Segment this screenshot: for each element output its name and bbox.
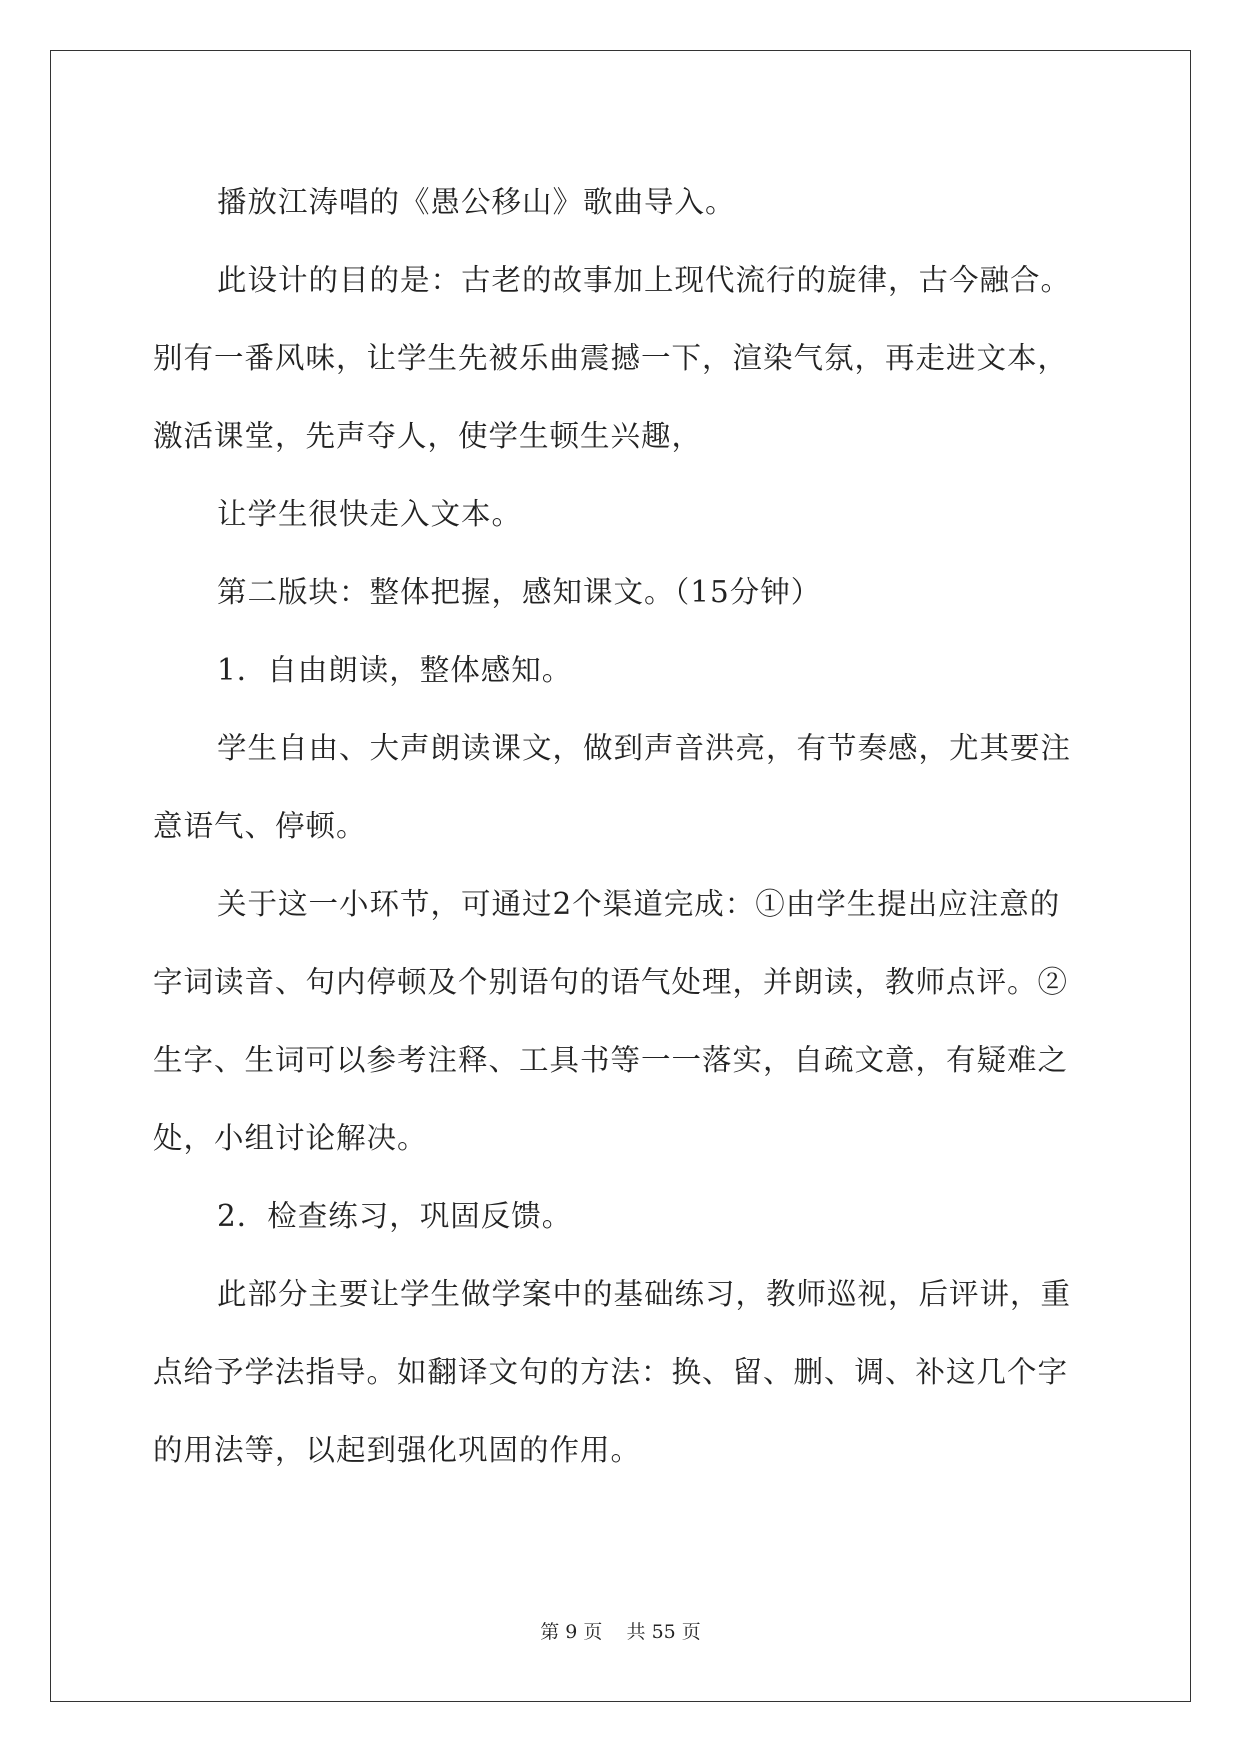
paragraph-line: 别有一番风味，让学生先被乐曲震撼一下，渲染气氛，再走进文本， bbox=[153, 341, 1069, 375]
paragraph-line: 生字、生词可以参考注释、工具书等一一落实，自疏文意，有疑难之 bbox=[153, 1043, 1069, 1077]
section-heading: 第二版块：整体把握，感知课文。（15分钟） bbox=[217, 575, 822, 609]
paragraph-line: 关于这一小环节，可通过2个渠道完成：①由学生提出应注意的 bbox=[217, 887, 1061, 921]
paragraph-line: 处，小组讨论解决。 bbox=[153, 1121, 428, 1155]
paragraph-line: 的用法等，以起到强化巩固的作用。 bbox=[153, 1433, 642, 1467]
paragraph-line: 意语气、停顿。 bbox=[153, 809, 367, 843]
paragraph-line: 让学生很快走入文本。 bbox=[217, 497, 523, 531]
paragraph-line: 激活课堂，先声夺人，使学生顿生兴趣， bbox=[153, 419, 703, 453]
paragraph-line: 字词读音、句内停顿及个别语句的语气处理，并朗读，教师点评。② bbox=[153, 965, 1069, 999]
subsection-heading: 1．自由朗读，整体感知。 bbox=[217, 653, 573, 687]
document-body bbox=[153, 163, 1088, 1489]
paragraph-line: 播放江涛唱的《愚公移山》歌曲导入。 bbox=[217, 185, 736, 219]
paragraph-line: 学生自由、大声朗读课文，做到声音洪亮，有节奏感，尤其要注 bbox=[217, 731, 1072, 765]
page-number-footer: 第 9 页 共 55 页 bbox=[540, 1621, 701, 1643]
paragraph-line: 此设计的目的是：古老的故事加上现代流行的旋律，古今融合。 bbox=[217, 263, 1072, 297]
paragraph-line: 点给予学法指导。如翻译文句的方法：换、留、删、调、补这几个字 bbox=[153, 1355, 1069, 1389]
subsection-heading: 2．检查练习，巩固反馈。 bbox=[217, 1199, 573, 1233]
paragraph-line: 此部分主要让学生做学案中的基础练习，教师巡视，后评讲，重 bbox=[217, 1277, 1072, 1311]
